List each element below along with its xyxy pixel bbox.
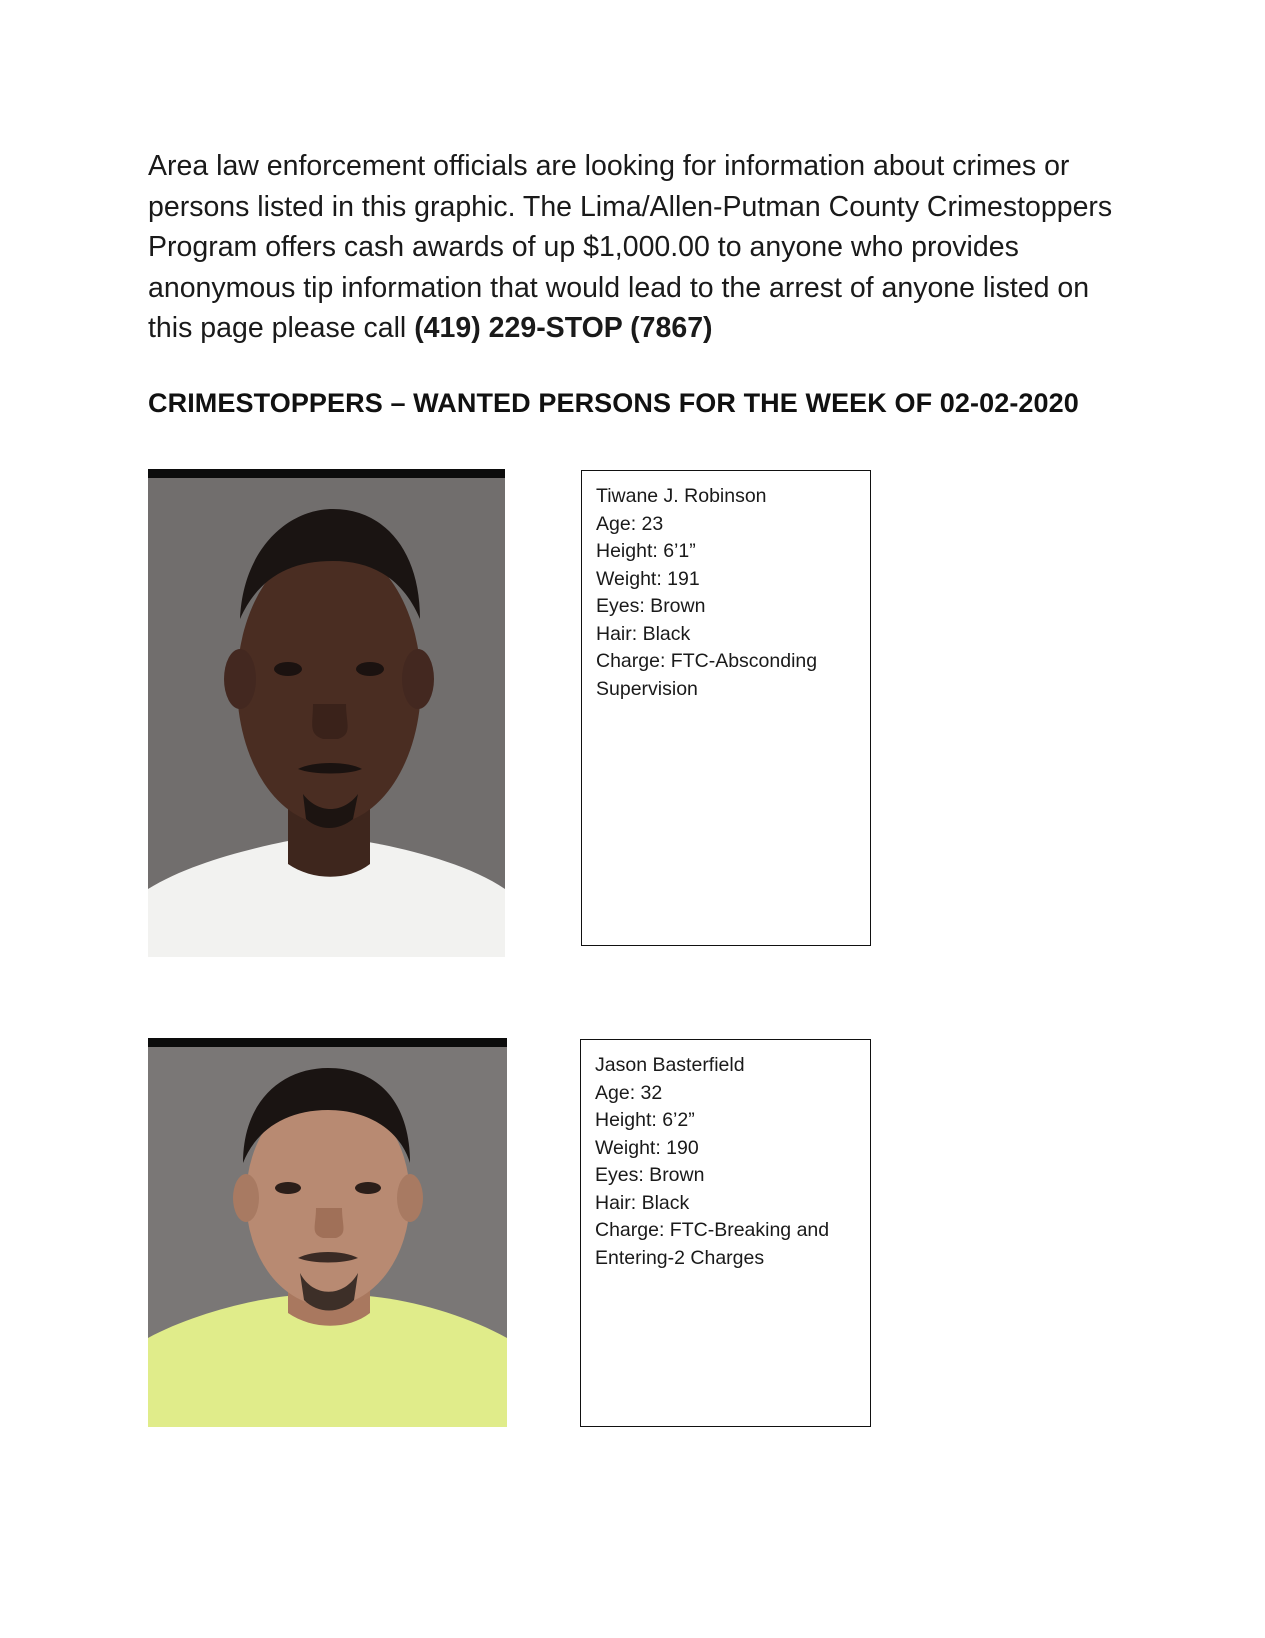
person-age: Age: 32 bbox=[595, 1081, 663, 1104]
person-hair: Hair: Black bbox=[596, 622, 691, 645]
mugshot-1-illustration bbox=[148, 469, 505, 957]
person-charge-continued: Entering-2 Charges bbox=[595, 1246, 765, 1269]
person-eyes: Eyes: Brown bbox=[596, 595, 706, 617]
person-age: Age: 23 bbox=[596, 512, 664, 535]
person-height: Height: 6’2” bbox=[595, 1109, 695, 1131]
person-charge: Charge: FTC-Breaking and bbox=[595, 1219, 830, 1241]
intro-notice bbox=[148, 146, 1128, 349]
page-headline: CRIMESTOPPERS – WANTED PERSONS FOR THE WEEK OF 02-02-2020 bbox=[148, 388, 1079, 418]
person-charge-continued: Supervision bbox=[596, 677, 698, 700]
mugshot-2-illustration bbox=[148, 1038, 507, 1427]
person-weight: Weight: 191 bbox=[596, 567, 700, 590]
info-box-tiwane-robinson bbox=[581, 470, 871, 946]
person-eyes: Eyes: Brown bbox=[595, 1164, 705, 1186]
person-hair: Hair: Black bbox=[595, 1191, 690, 1214]
tip-phone-number: (419) 229-STOP (7867) bbox=[414, 312, 713, 344]
mugshot-jason-basterfield bbox=[148, 1038, 507, 1427]
person-height: Height: 6’1” bbox=[596, 540, 696, 562]
mugshot-2-top-bar bbox=[148, 1038, 507, 1047]
mugshot-1-top-bar bbox=[148, 469, 505, 478]
person-weight: Weight: 190 bbox=[595, 1136, 699, 1159]
intro-notice-text: Area law enforcement officials are looking for information about crimes or persons listed in this graphic. The Lima/Allen-Putman County Crimestoppers Program offers cash awards of up $1,000.00 to anyone who provides anonymous tip information that would lead to the arrest of anyone listed on this page please call bbox=[148, 150, 1113, 344]
person-charge: Charge: FTC-Absconding bbox=[596, 650, 818, 672]
info-box-jason-basterfield bbox=[580, 1039, 871, 1427]
mugshot-tiwane-robinson bbox=[148, 469, 505, 957]
person-name: Jason Basterfield bbox=[595, 1054, 745, 1076]
person-name: Tiwane J. Robinson bbox=[596, 485, 767, 507]
